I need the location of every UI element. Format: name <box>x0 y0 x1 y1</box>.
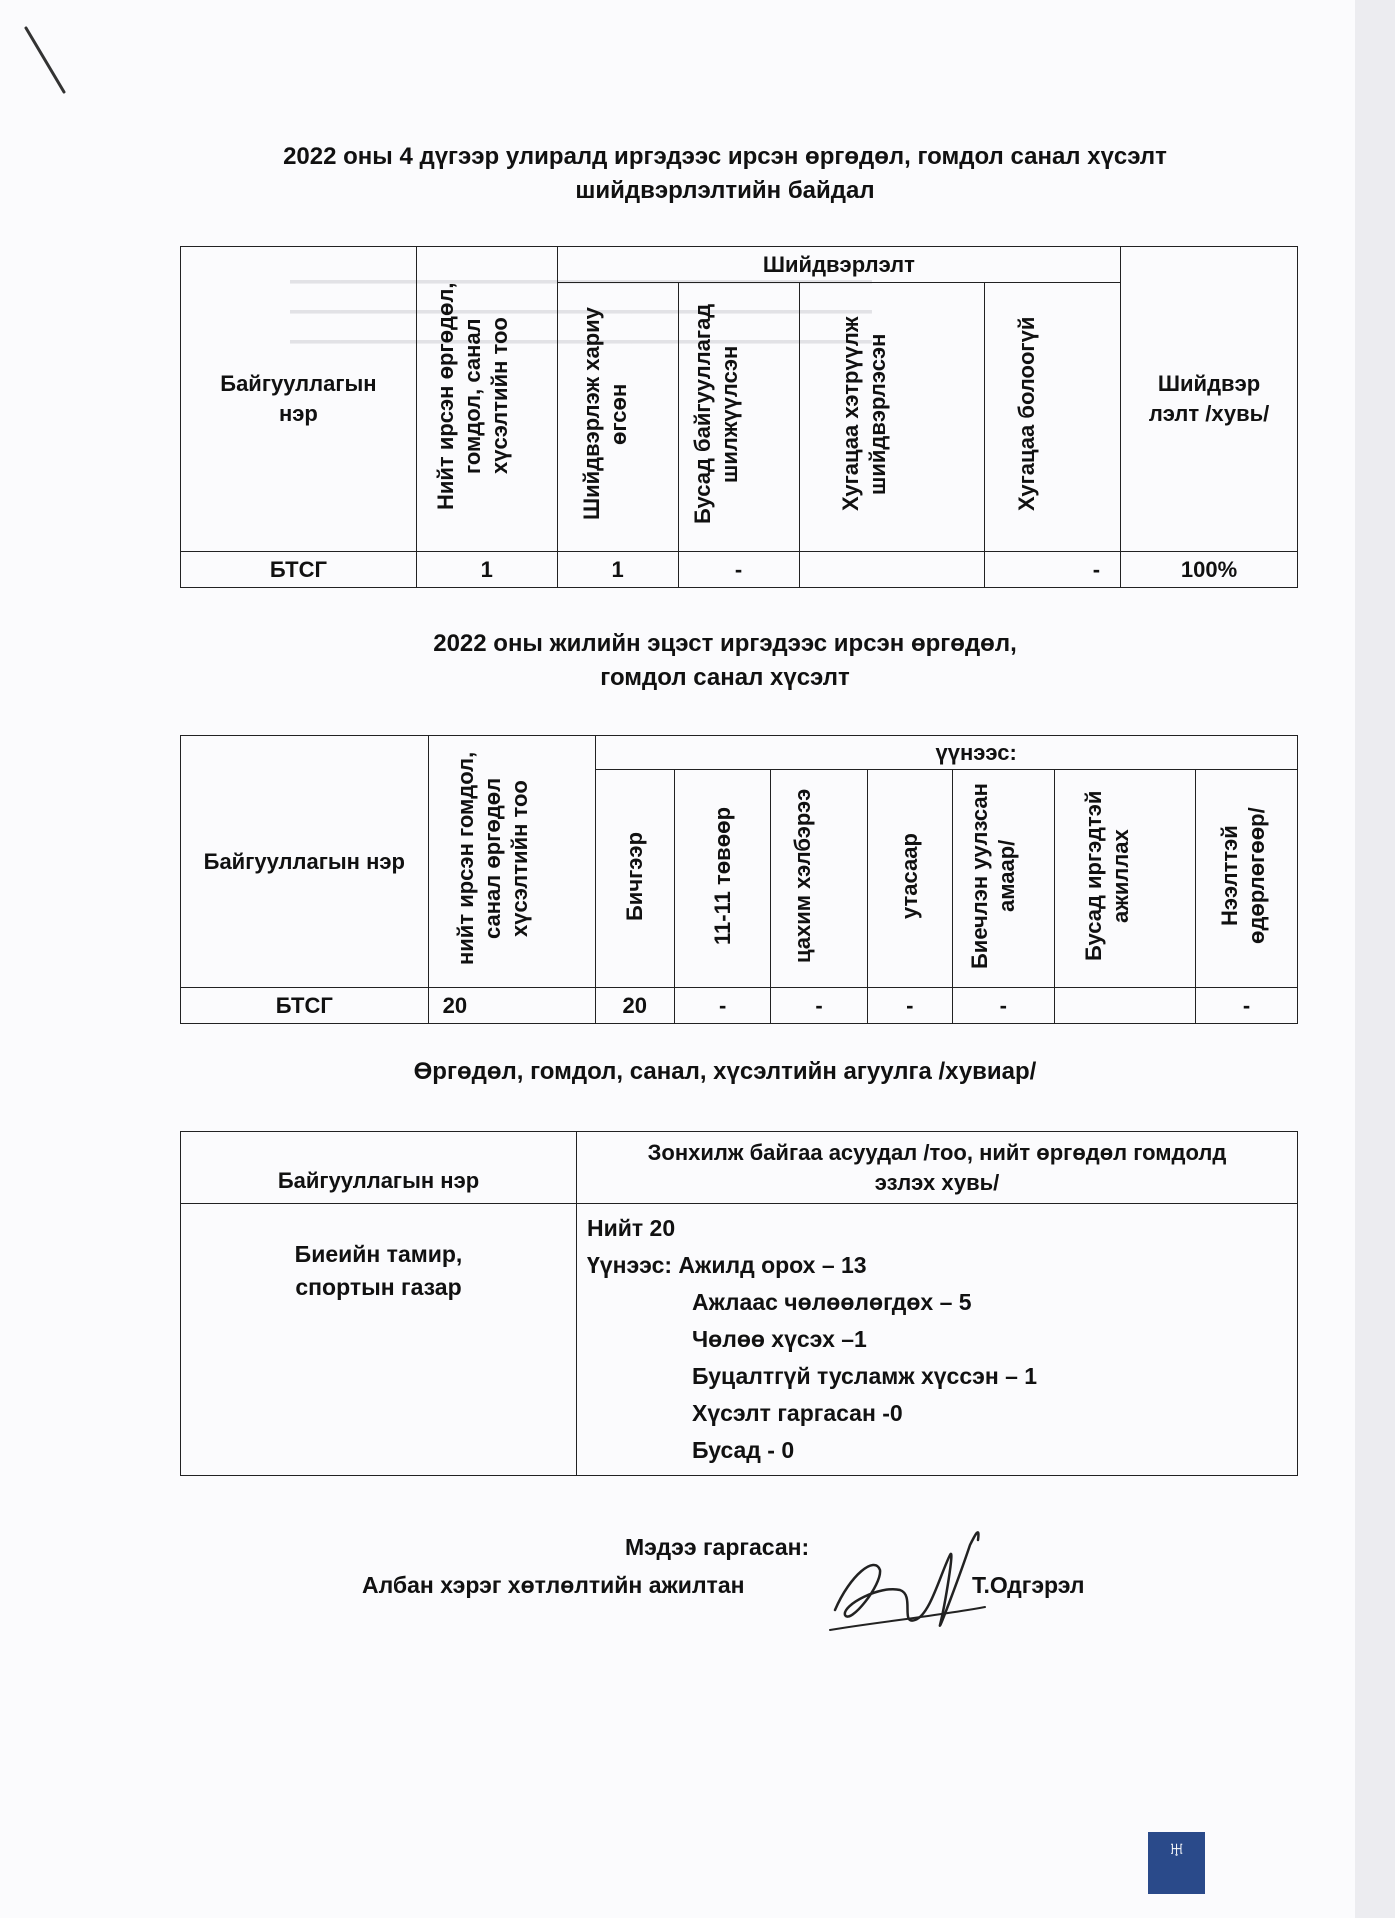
report-title-line2: шийдвэрлэлтийн байдал <box>575 177 875 204</box>
t2-in-person: - <box>952 988 1054 1024</box>
section3-title: Өргөдөл, гомдол, санал, хүсэлтийн агуулга /хувиар/ <box>413 1058 1037 1085</box>
t1-forwarded: - <box>678 552 799 588</box>
of-which-header: үүнээс: <box>595 736 1297 770</box>
col-1111: 11-11 төвөөр <box>675 770 771 988</box>
t2-other <box>1054 988 1195 1024</box>
first-item-line: Үүнээс: Ажилд орох – 13 <box>587 1252 867 1278</box>
item-employment: Ажилд орох – 13 <box>678 1252 867 1278</box>
item-dismissal: Ажлаас чөлөөлөгдөх – 5 <box>692 1289 972 1315</box>
t2-phone: - <box>867 988 952 1024</box>
t2-written: 20 <box>595 988 675 1024</box>
t3-org-name-cell <box>181 1204 577 1476</box>
t3-issue-header: Зонхилж байгаа асуудал /тоо, нийт өргөдөл гомдолд эзлэх хувь/ <box>577 1132 1298 1204</box>
handwritten-signature <box>820 1515 990 1645</box>
col-forwarded: Бусад байгууллагад шилжүүлсэн <box>678 283 799 552</box>
item-grant: Буцалтгүй тусламж хүссэн – 1 <box>692 1363 1038 1389</box>
t1-pending: - <box>985 552 1121 588</box>
t2-online: - <box>771 988 867 1024</box>
content-table <box>180 1131 1298 1476</box>
col-extended: Хугацаа хэтрүүлж шийдвэрлэсэн <box>799 283 985 552</box>
item-leave: Чөлөө хүсэх –1 <box>692 1326 867 1352</box>
t2-org-header: Байгууллагын нэр <box>181 736 429 988</box>
percent-header: Шийдвэр лэлт /хувь/ <box>1121 247 1298 552</box>
item-request: Хүсэлт гаргасан -0 <box>692 1400 903 1426</box>
t3-org-header: Байгууллагын нэр <box>181 1132 577 1204</box>
t2-org: БТСГ <box>181 988 429 1024</box>
resolution-table <box>180 246 1298 588</box>
t1-total: 1 <box>416 552 557 588</box>
report-title-line1: 2022 оны 4 дүгээр улиралд иргэдээс ирсэн өргөдөл, гомдол санал хүсэлт <box>283 143 1167 170</box>
emblem-logo: ♅ <box>1148 1832 1205 1894</box>
corner-mark <box>20 20 70 100</box>
signature-name: Т.Одгэрэл <box>972 1572 1085 1598</box>
t2-1111: - <box>675 988 771 1024</box>
signature-position: Албан хэрэг хөтлөлтийн ажилтан <box>362 1572 745 1598</box>
total-header: Нийт ирсэн өргөдөл, гомдол, санал хүсэлтийн тоо <box>416 247 557 552</box>
col-phone: утасаар <box>867 770 952 988</box>
channel-table <box>180 735 1298 1024</box>
col-answered: Шийдвэрлэж хариу өгсөн <box>557 283 678 552</box>
scan-edge <box>1355 0 1395 1918</box>
t1-percent: 100% <box>1121 552 1298 588</box>
col-other: Бусад иргэдтэй ажиллах <box>1054 770 1195 988</box>
total-line: Нийт 20 <box>587 1215 676 1241</box>
t3-org-name: Биеийн тамир, спортын газар <box>294 1241 463 1300</box>
t1-extended <box>799 552 985 588</box>
org-header: Байгууллагын нэр <box>181 247 417 552</box>
t1-answered: 1 <box>557 552 678 588</box>
col-written: Бичгээр <box>595 770 675 988</box>
signature-label: Мэдээ гаргасан: <box>625 1534 810 1560</box>
t2-open-day: - <box>1195 988 1297 1024</box>
t2-total-header: нийт ирсэн гомдол, санал өргөдөл хүсэлтийн тоо <box>428 736 595 988</box>
col-online: цахим хэлбэрээ <box>771 770 867 988</box>
section2-title-line1: 2022 оны жилийн эцэст иргэдээс ирсэн өргөдөл, <box>433 630 1017 657</box>
t2-total: 20 <box>428 988 595 1024</box>
section2-title-line2: гомдол санал хүсэлт <box>600 664 850 691</box>
item-other: Бусад - 0 <box>692 1437 795 1463</box>
resolution-group-header: Шийдвэрлэлт <box>557 247 1120 283</box>
t3-issue-list <box>577 1204 1298 1476</box>
t1-org: БТСГ <box>181 552 417 588</box>
bleed-through-text: ━━━━━━━━━━━━━━━━━━━━━━━━━━━━━━━━━━━━━━━━━━━━━━ ━━━━━━━━━━━━━━━━━━━━━━━━━━━━━━━━━━━━━━━━━━━━━━ ━━━━━━━━━━━━━━━━━━━━━━━━━━━━━━━━━━━━━━━━━━━━━━ <box>290 271 872 354</box>
col-pending: Хугацаа болоогүй <box>985 283 1121 552</box>
col-in-person: Биечлэн уулзсан амаар/ <box>952 770 1054 988</box>
col-open-day: Нээлттэй өдөрлөгөөр/ <box>1195 770 1297 988</box>
